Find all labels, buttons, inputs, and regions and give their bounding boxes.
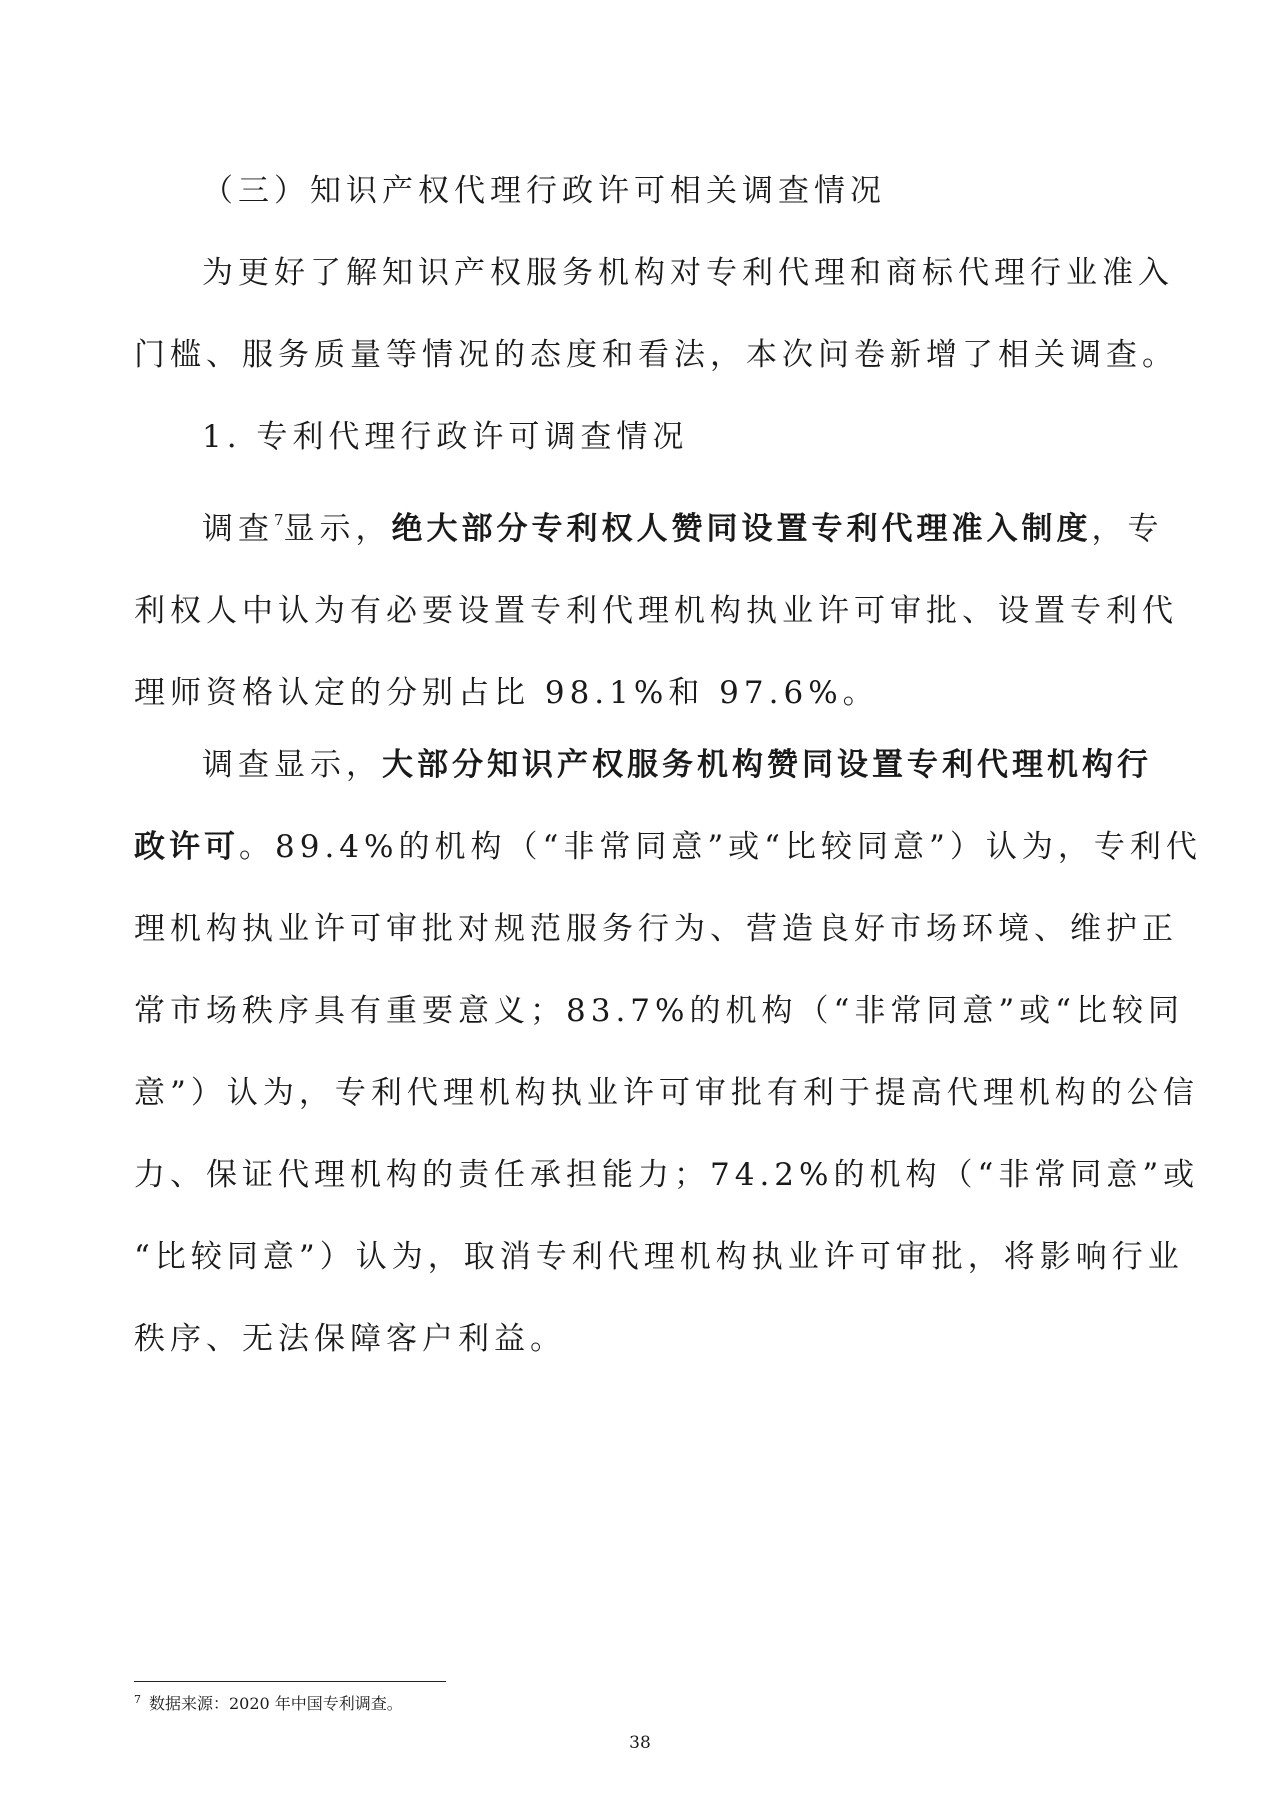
subsection-heading: 1. 专利代理行政许可调查情况	[202, 419, 689, 455]
para1-line-2: 利权人中认为有必要设置专利代理机构执业许可审批、设置专利代	[134, 593, 1178, 629]
paragraph-agency-survey	[134, 724, 1202, 1380]
para2-line-4: 常市场秩序具有重要意义；83.7%的机构（“非常同意”或“比较同	[134, 993, 1185, 1029]
para2-line-5: 意”）认为，专利代理机构执业许可审批有利于提高代理机构的公信	[134, 1075, 1199, 1111]
para1-mid: 显示，	[283, 511, 392, 547]
section-heading: （三）知识产权代理行政许可相关调查情况	[202, 173, 886, 209]
para2-line-2	[134, 806, 1202, 888]
para1-tail: ，专	[1091, 511, 1164, 547]
para2-line-7: “比较同意”）认为，取消专利代理机构执业许可审批，将影响行业	[134, 1239, 1184, 1275]
para2-line-8: 秩序、无法保障客户利益。	[134, 1321, 566, 1357]
para1-emphasis: 绝大部分专利权人赞同设置专利代理准入制度	[391, 511, 1092, 547]
intro-line-2: 门槛、服务质量等情况的态度和看法，本次问卷新增了相关调查。	[134, 337, 1178, 373]
para2-emphasis-1: 大部分知识产权服务机构赞同设置专利代理机构行	[382, 747, 1152, 783]
footnote-divider	[134, 1681, 446, 1682]
para1-lead: 调查	[202, 511, 274, 547]
footnote-text: 数据来源：2020 年中国专利调查。	[149, 1694, 403, 1713]
para2-emphasis-2: 政许可	[134, 829, 239, 865]
intro-line-1: 为更好了解知识产权服务机构对专利代理和商标代理行业准入	[202, 255, 1174, 291]
page-number: 38	[629, 1733, 651, 1753]
para2-line-6: 力、保证代理机构的责任承担能力；74.2%的机构（“非常同意”或	[134, 1157, 1200, 1193]
paragraph-patentee-survey	[134, 479, 1178, 734]
para2-line-3: 理机构执业许可审批对规范服务行为、营造良好市场环境、维护正	[134, 911, 1178, 947]
para1-line-3: 理师资格认定的分别占比 98.1%和 97.6%。	[134, 675, 879, 711]
intro-paragraph	[134, 232, 1178, 396]
para2-lead: 调查显示，	[202, 747, 382, 783]
footnote-mark: 7	[134, 1693, 141, 1706]
footnote-reference: 7	[274, 511, 284, 529]
footnote	[134, 1688, 403, 1716]
para2-line-2-rest: 。89.4%的机构（“非常同意”或“比较同意”）认为，专利代	[239, 829, 1202, 865]
para1-line-1	[134, 479, 1164, 570]
subsection-heading-wrap	[134, 396, 1146, 478]
para2-line-1	[134, 724, 1152, 806]
